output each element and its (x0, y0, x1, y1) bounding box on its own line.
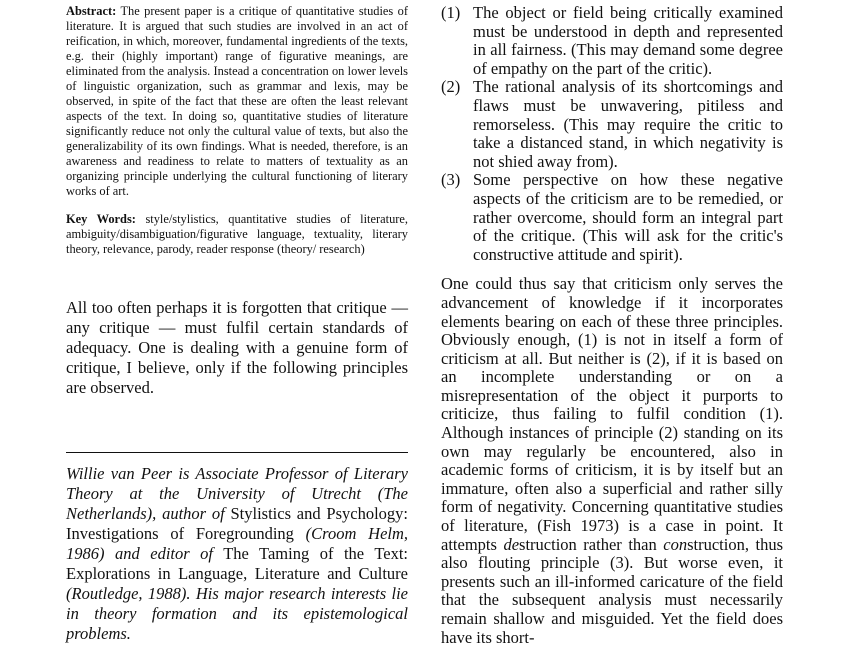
body-emphasis-de: de (503, 534, 520, 554)
principle-number: (3) (441, 170, 461, 190)
abstract-text: The present paper is a critique of quantitative studies of literature. It is argued that such studies are involved in an act of reification, in which, moreover, fundamental ingredients of the texts, e.g. their (highly important) range of figurative meanings, are eliminated from the analysis. Instead a concentration on lower levels of linguistic organization, such as grammar and lexis, may be observed, in spite of the fact that these are often the least relevant aspects of the text. In doing so, quantitative studies of literature significantly reduce not only the cultural value of texts, but also the generalizability of its own findings. What is needed, therefore, is an awareness and readiness to relate to matters of textuality as an organizing principle underlying the cultural functioning of literary works of art. (66, 4, 408, 198)
bio-book-title-1: Stylistics and Psychology: Investigations of Foregrounding (66, 504, 409, 543)
keywords-label: Key Words: (66, 212, 136, 226)
footnote-rule (66, 452, 408, 453)
body-text-2: struction rather than (519, 534, 664, 554)
body-text-3: struction, thus also flouting principle (3). But worse even, it presents such an ill-informed caricature of the field that the subsequent analysis must necessarily remain shallow and misguided. Yet the field does have its short- (441, 534, 784, 647)
body-text-1: One could thus say that criticism only serves the advancement of knowledge if it incorporates elements bearing on each of these three principles. Obviously enough, (1) is not in itself a form of criticism at all. But neither is (2), if it is based on an incomplete understanding or on a misrepresentation of the object it purports to criticize, thus failing to fulfil condition (1). Although instances of principle (2) standing on its own may regularly be encountered, also in academic forms of criticism, it is by itself but an immature, often also a superficial and rather silly form of negativity. Concerning quantitative studies of literature, (Fish 1973) is a case in point. It attempts (441, 274, 783, 554)
bio-part-1: Willie van Peer is Associate Professor of Literary Theory at the University of Utrecht (The Netherlands), author of (66, 464, 408, 523)
body-emphasis-con: con (663, 534, 688, 554)
body-paragraph (441, 275, 783, 647)
principle-text: Some perspective on how these negative aspects of the criticism are to be remedied, or rather overcome, should form an integral part of the critique. (This will ask for the critic's constructive attitude and spirit). (473, 170, 783, 264)
abstract-label: Abstract: (66, 4, 117, 18)
intro-paragraph: All too often perhaps it is forgotten that critique — any critique — must fulfil certain standards of adequacy. One is dealing with a genuine form of critique, I believe, only if the following principles are observed. (66, 298, 408, 397)
principle-item (441, 78, 783, 171)
principle-item (441, 4, 783, 78)
right-column (441, 4, 783, 647)
principle-number: (2) (441, 77, 461, 97)
bio-part-2: (Croom Helm, 1986) and editor of (66, 524, 409, 563)
principle-text: The object or field being critically examined must be understood in depth and represented in all fairness. (This may demand some degree of empathy on the part of the critic). (473, 3, 783, 78)
left-column (66, 4, 408, 644)
principle-item (441, 171, 783, 264)
abstract (66, 4, 408, 199)
bio-book-title-2: The Taming of the Text: Explorations in Language, Literature and Culture (66, 544, 408, 583)
keywords (66, 212, 408, 257)
principles-list (441, 4, 783, 264)
keywords-text: style/stylistics, quantitative studies of literature, ambiguity/disambiguation/figurative language, textuality, literary theory, relevance, parody, reader response (theory/ research) (66, 212, 408, 256)
bio-part-3: (Routledge, 1988). His major research interests lie in theory formation and its epistemological problems. (66, 584, 408, 643)
author-bio (66, 464, 408, 644)
principle-number: (1) (441, 3, 461, 22)
principle-text: The rational analysis of its shortcomings and flaws must be unwavering, pitiless and remorseless. (This may require the critic to take a distanced stand, in which negativity is not shied away from). (473, 77, 783, 171)
